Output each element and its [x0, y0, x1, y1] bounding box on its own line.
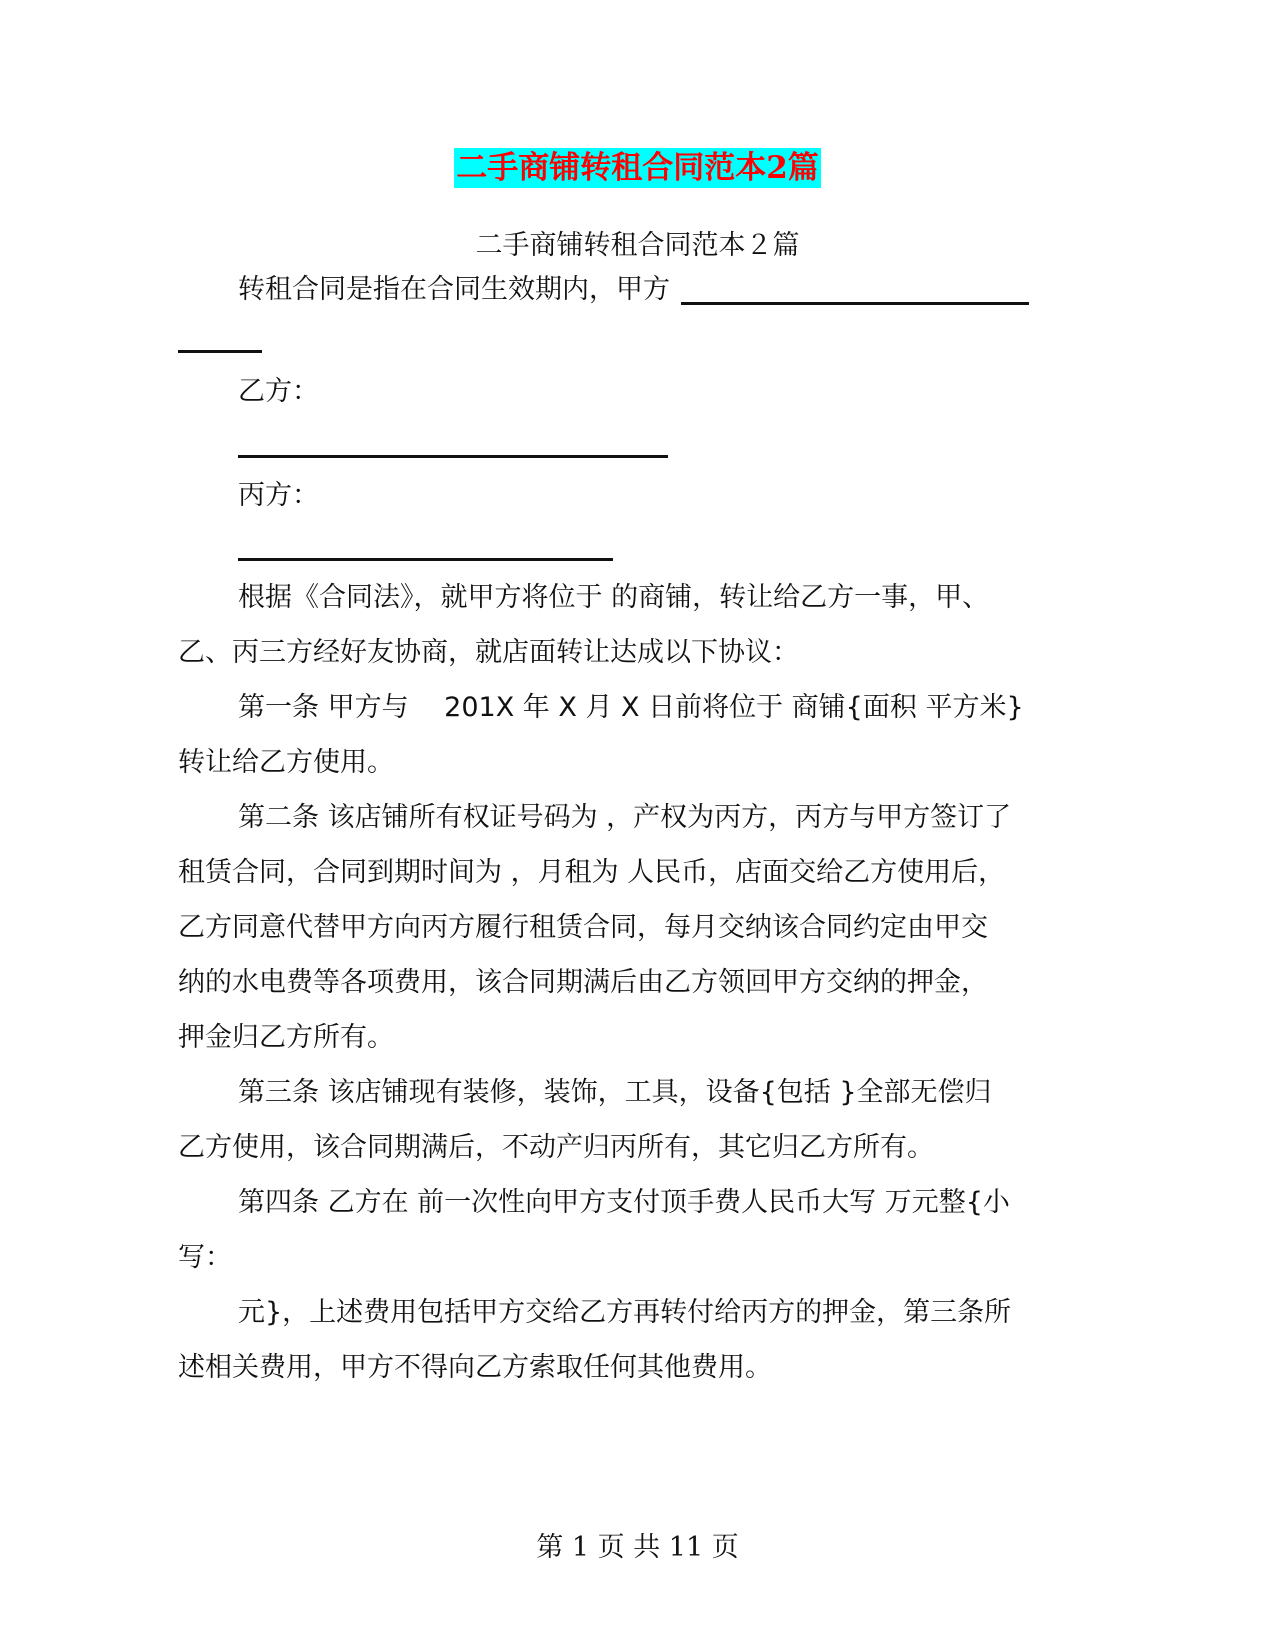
page-number-footer: 第 1 页 共 11 页	[536, 1532, 739, 1563]
article-2-line: 纳的水电费等各项费用，该合同期满后由乙方领回甲方交纳的押金，	[178, 967, 988, 998]
party-b-label: 乙方：	[238, 376, 319, 407]
article-4-line: 写：	[178, 1242, 232, 1273]
article-2-line: 押金归乙方所有。	[178, 1022, 394, 1053]
article-4-line: 第四条 乙方在 前一次性向甲方支付顶手费人民币大写 万元整{小	[238, 1187, 1010, 1218]
title-container	[0, 148, 1275, 188]
party-c-label: 丙方：	[238, 480, 319, 511]
article-3-line: 乙方使用，该合同期满后，不动产归丙所有，其它归乙方所有。	[178, 1132, 934, 1163]
party-a-blank-line-continued	[178, 350, 262, 353]
article-4-line: 述相关费用，甲方不得向乙方索取任何其他费用。	[178, 1352, 772, 1383]
paragraph-line: 乙、丙三方经好友协商，就店面转让达成以下协议：	[178, 637, 799, 668]
article-1-line: 转让给乙方使用。	[178, 747, 394, 778]
article-4-line: 元}，上述费用包括甲方交给乙方再转付给丙方的押金，第三条所	[238, 1297, 1012, 1328]
article-3-line: 第三条 该店铺现有装修，装饰，工具，设备{包括 }全部无偿归	[238, 1077, 992, 1108]
article-2-line: 乙方同意代替甲方向丙方履行租赁合同，每月交纳该合同约定由甲交	[178, 912, 988, 943]
party-a-blank-line	[681, 302, 1029, 305]
article-2-line: 第二条 该店铺所有权证号码为 ，产权为丙方，丙方与甲方签订了	[238, 802, 1012, 833]
party-b-blank-line	[238, 455, 668, 458]
article-2-line: 租赁合同，合同到期时间为 ，月租为 人民币，店面交给乙方使用后，	[178, 857, 1006, 888]
document-subtitle: 二手商铺转租合同范本２篇	[475, 230, 800, 261]
intro-line: 转租合同是指在合同生效期内，甲方	[238, 274, 670, 305]
paragraph-line: 根据《合同法》，就甲方将位于 的商铺，转让给乙方一事，甲、	[238, 582, 990, 613]
party-c-blank-line	[238, 558, 613, 561]
document-title: 二手商铺转租合同范本2篇	[456, 150, 819, 186]
article-1-line: 第一条 甲方与 201X 年 X 月 X 日前将位于 商铺{面积 平方米}	[238, 692, 1024, 723]
